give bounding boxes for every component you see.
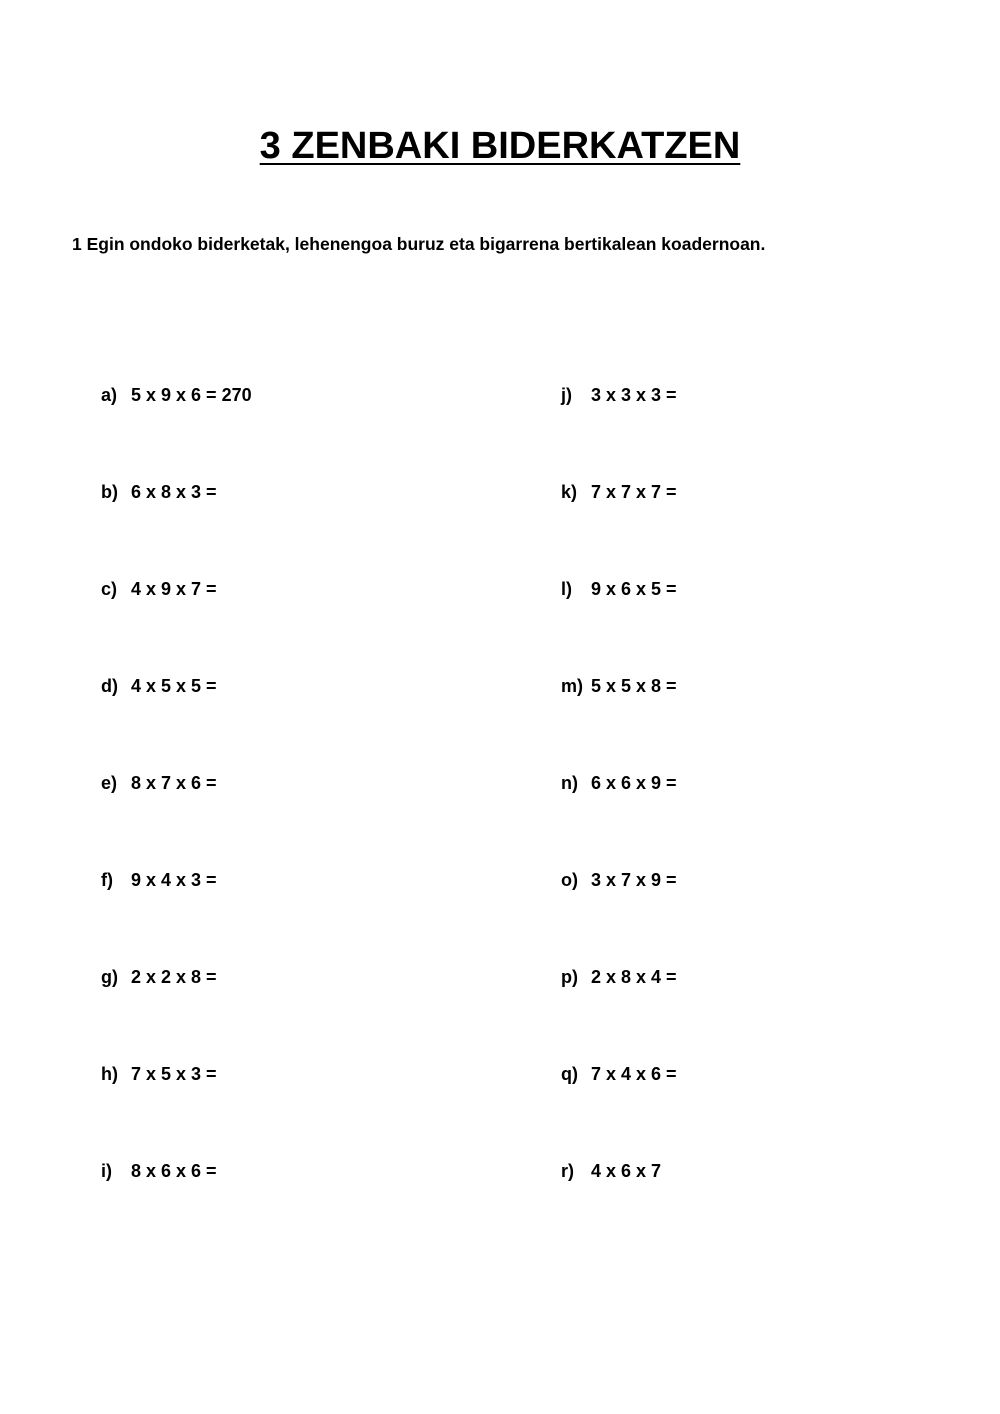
exercise-expression: 7 x 7 x 7 = — [591, 482, 677, 502]
exercise-r — [561, 1159, 677, 1256]
exercise-expression: 9 x 6 x 5 = — [591, 579, 677, 599]
exercise-label: c) — [101, 579, 118, 599]
exercise-label: b) — [101, 482, 118, 502]
exercise-expression: 2 x 8 x 4 = — [591, 967, 677, 987]
exercise-label: g) — [101, 967, 118, 987]
exercise-expression: 4 x 9 x 7 = — [131, 579, 217, 599]
exercise-label: h) — [101, 1064, 118, 1084]
exercise-label: f) — [101, 870, 113, 890]
exercise-c — [101, 577, 252, 674]
exercise-d — [101, 674, 252, 771]
exercise-o — [561, 868, 677, 965]
exercise-label: q) — [561, 1064, 578, 1084]
instruction-text: 1 Egin ondoko biderketak, lehenengoa buruz eta bigarrena bertikalean koadernoan. — [72, 234, 766, 254]
exercise-expression: 8 x 6 x 6 = — [131, 1161, 217, 1181]
exercise-expression: 6 x 8 x 3 = — [131, 482, 217, 502]
exercise-expression: 6 x 6 x 9 = — [591, 773, 677, 793]
exercise-l — [561, 577, 677, 674]
exercise-label: o) — [561, 870, 578, 890]
exercise-expression: 9 x 4 x 3 = — [131, 870, 217, 890]
exercise-expression: 5 x 5 x 8 = — [591, 676, 677, 696]
exercise-expression: 3 x 7 x 9 = — [591, 870, 677, 890]
exercise-q — [561, 1062, 677, 1159]
exercise-label: l) — [561, 579, 572, 599]
page-title: 3 ZENBAKI BIDERKATZEN — [259, 125, 741, 167]
exercise-label: e) — [101, 773, 118, 793]
exercise-f — [101, 868, 252, 965]
exercise-expression: 4 x 6 x 7 — [591, 1161, 662, 1181]
exercise-e — [101, 771, 252, 868]
exercise-label: p) — [561, 967, 578, 987]
exercise-label: j) — [561, 385, 572, 405]
exercise-a — [101, 383, 252, 480]
exercise-i — [101, 1159, 252, 1256]
exercise-expression: 3 x 3 x 3 = — [591, 385, 677, 405]
exercise-n — [561, 771, 677, 868]
exercise-expression: 8 x 7 x 6 = — [131, 773, 217, 793]
exercise-expression: 4 x 5 x 5 = — [131, 676, 217, 696]
exercise-label: r) — [561, 1161, 574, 1181]
exercise-label: a) — [101, 385, 118, 405]
exercise-label: m) — [561, 676, 583, 696]
right-exercise-column — [561, 383, 677, 1256]
exercise-expression: 5 x 9 x 6 = 270 — [131, 385, 252, 405]
exercise-expression: 7 x 5 x 3 = — [131, 1064, 217, 1084]
exercise-label: k) — [561, 482, 578, 502]
exercise-label: d) — [101, 676, 118, 696]
exercise-j — [561, 383, 677, 480]
exercise-m — [561, 674, 677, 771]
exercise-expression: 2 x 2 x 8 = — [131, 967, 217, 987]
left-exercise-column — [101, 383, 252, 1256]
exercise-g — [101, 965, 252, 1062]
exercise-h — [101, 1062, 252, 1159]
exercise-label: n) — [561, 773, 578, 793]
exercise-p — [561, 965, 677, 1062]
exercise-b — [101, 480, 252, 577]
exercise-k — [561, 480, 677, 577]
exercise-expression: 7 x 4 x 6 = — [591, 1064, 677, 1084]
exercise-label: i) — [101, 1161, 112, 1181]
